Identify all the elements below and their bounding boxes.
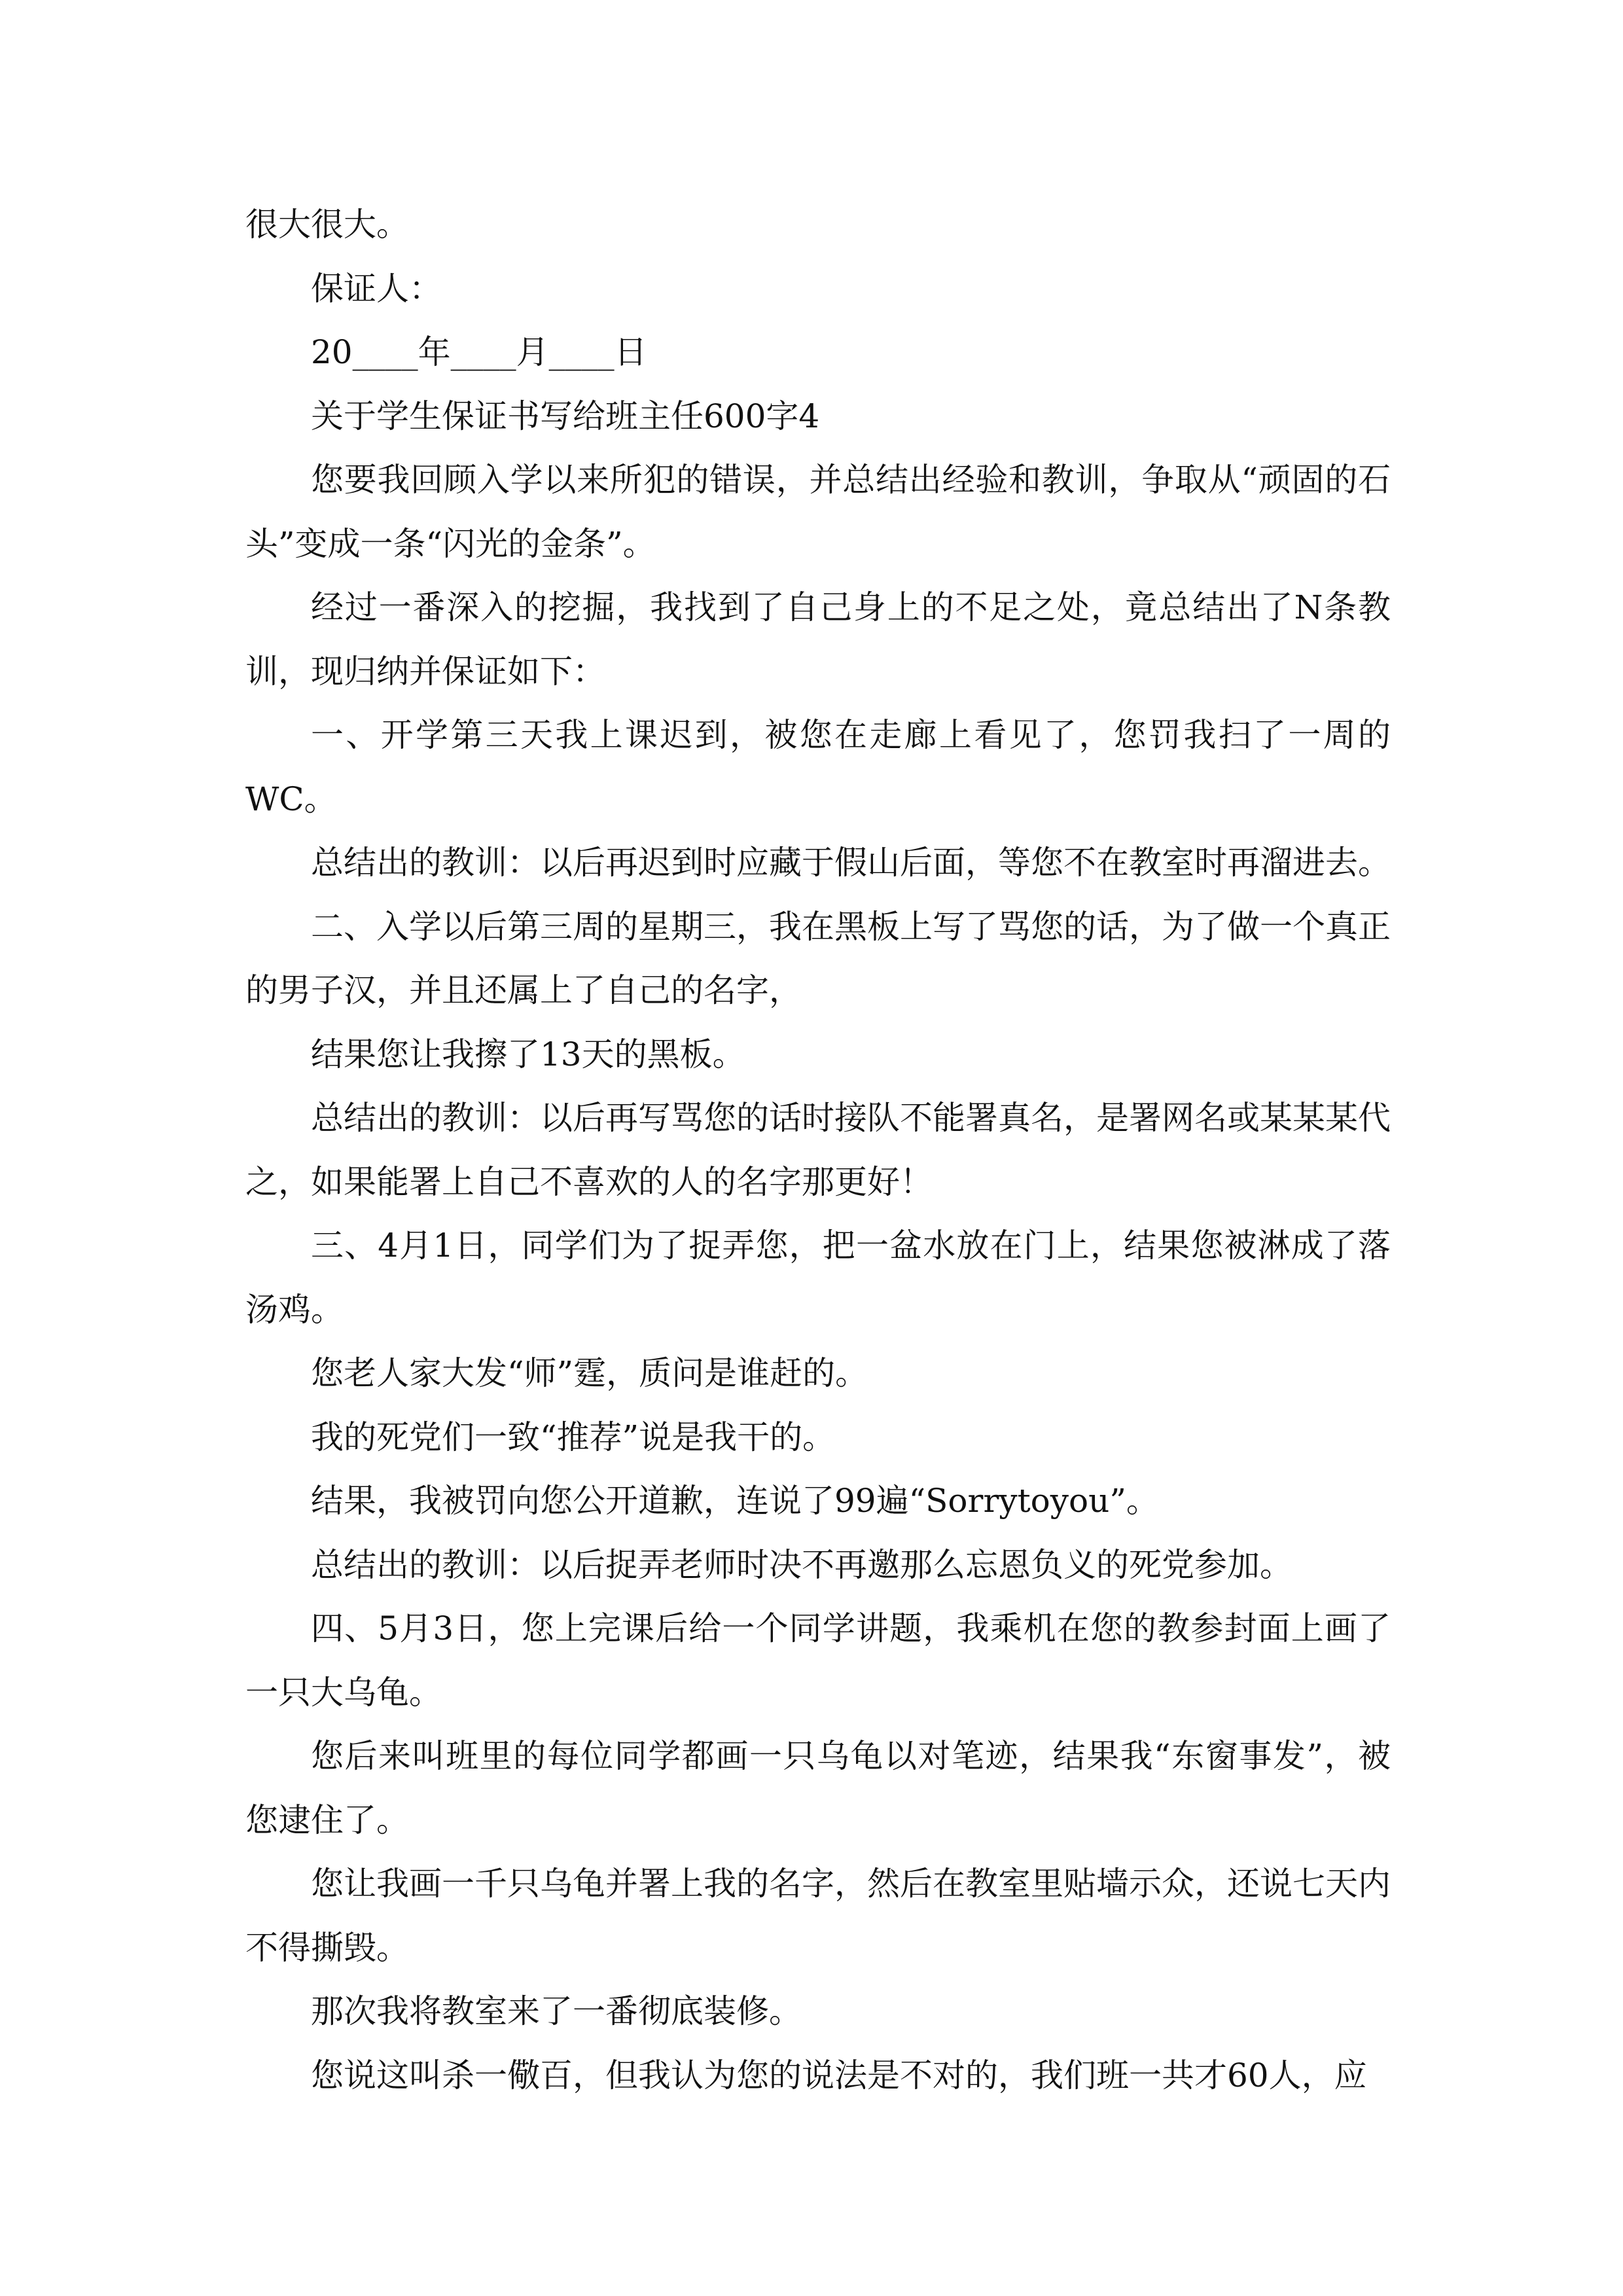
paragraph: 您后来叫班里的每位同学都画一只乌龟以对笔迹，结果我“东窗事发”，被您逮住了。 xyxy=(245,1737,1391,1839)
paragraph: 那次我将教室来了一番彻底装修。 xyxy=(311,1992,802,2030)
paragraph: 总结出的教训：以后再迟到时应藏于假山后面，等您不在教室时再溜进去。 xyxy=(311,844,1391,882)
paragraph: 我的死党们一致“推荐”说是我干的。 xyxy=(311,1418,836,1456)
paragraph: 您让我画一千只乌龟并署上我的名字，然后在教室里贴墙示众，还说七天内不得撕毁。 xyxy=(245,1865,1391,1967)
paragraph: 结果，我被罚向您公开道歉，连说了99遍“Sorrytoyou”。 xyxy=(311,1482,1159,1520)
paragraph: 一、开学第三天我上课迟到，被您在走廊上看见了，您罚我扫了一周的WC。 xyxy=(245,716,1391,818)
paragraph: 总结出的教训：以后再写骂您的话时接队不能署真名，是署网名或某某某代之，如果能署上自己不喜欢的人的名字那更好！ xyxy=(245,1099,1391,1201)
paragraph: 您说这叫杀一儆百，但我认为您的说法是不对的，我们班一共才60人，应 xyxy=(311,2056,1367,2094)
paragraph: 三、4月1日，同学们为了捉弄您，把一盆水放在门上，结果您被淋成了落汤鸡。 xyxy=(245,1227,1391,1329)
paragraph: 您要我回顾入学以来所犯的错误，并总结出经验和教训，争取从“顽固的石头”变成一条“闪光的金条”。 xyxy=(245,461,1391,563)
paragraph: 结果您让我擦了13天的黑板。 xyxy=(311,1035,745,1073)
date-line: 20____年____月____日 xyxy=(311,333,647,371)
paragraph: 二、入学以后第三周的星期三，我在黑板上写了骂您的话，为了做一个真正的男子汉，并且还属上了自己的名字， xyxy=(245,907,1391,1009)
paragraph: 总结出的教训：以后捉弄老师时决不再邀那么忘恩负义的死党参加。 xyxy=(311,1545,1293,1584)
signature-label: 保证人： xyxy=(311,269,442,308)
section-heading: 关于学生保证书写给班主任600字4 xyxy=(311,397,820,435)
paragraph: 很大很大。 xyxy=(245,206,409,243)
document-body xyxy=(245,193,1391,2108)
paragraph: 经过一番深入的挖掘，我找到了自己身上的不足之处，竟总结出了N条教训，现归纳并保证如下： xyxy=(245,588,1391,691)
paragraph: 您老人家大发“师”霆，质问是谁赶的。 xyxy=(311,1354,868,1392)
paragraph: 四、5月3日，您上完课后给一个同学讲题，我乘机在您的教参封面上画了一只大乌龟。 xyxy=(245,1609,1391,1712)
